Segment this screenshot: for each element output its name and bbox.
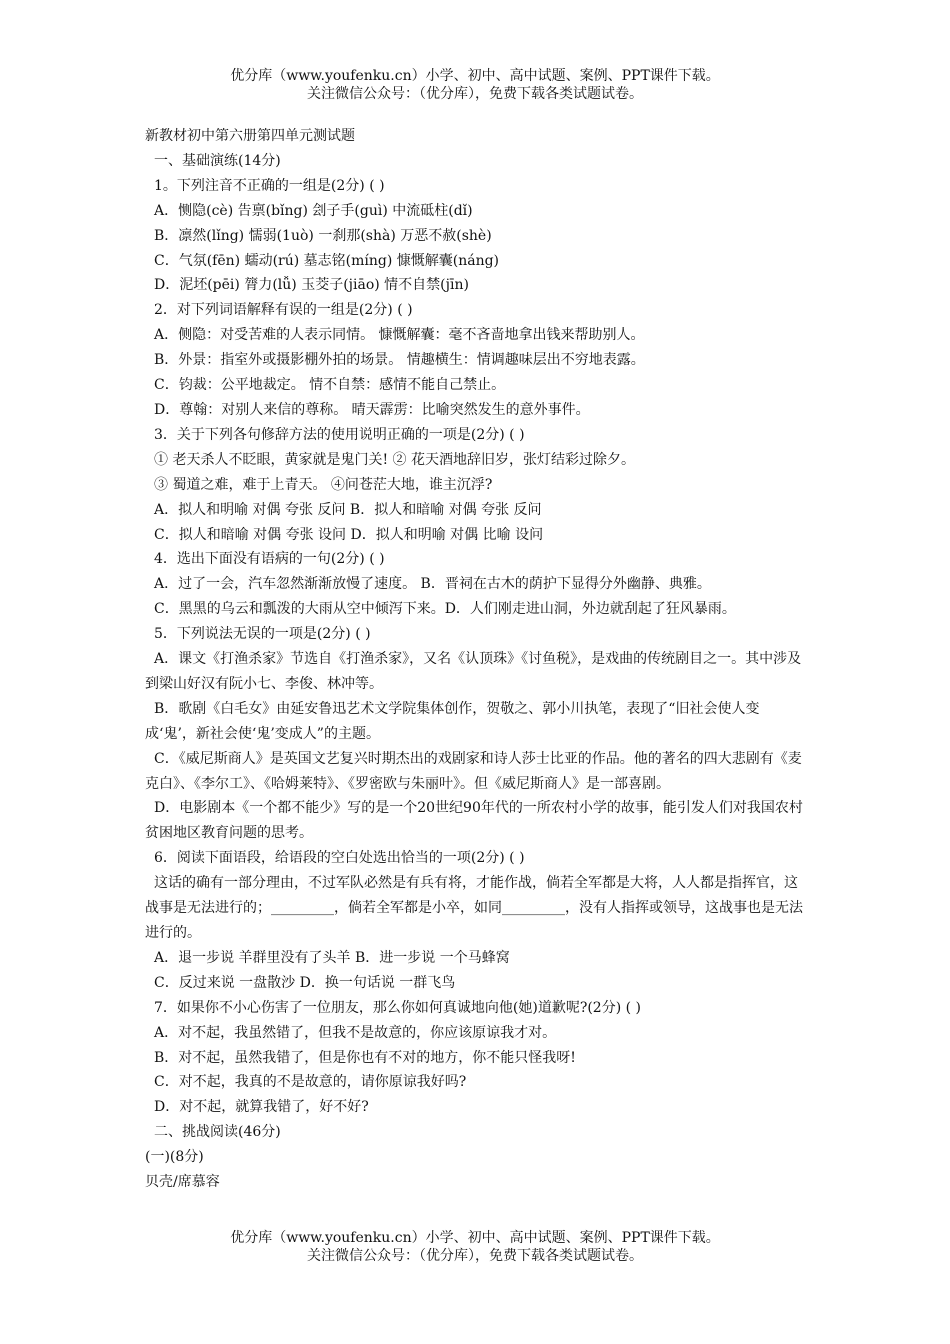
page-header: [0, 67, 950, 103]
question-2-stem: 2．对下列词语解释有误的一组是(2分) ( ): [154, 302, 413, 319]
question-5-option-c: C．《威尼斯商人》是英国文艺复兴时期杰出的戏剧家和诗人莎士比亚的作品。他的著名的四大悲剧有《麦克白》、《李尔工》、《哈姆莱特》、《罗密欧与朱丽叶》。但《威尼斯商人》是一部喜剧。: [145, 750, 802, 792]
document-title: 新教材初中第六册第四单元测试题: [145, 128, 355, 144]
question-4-options-ab: A．过了一会，汽车忽然渐渐放慢了速度。 B．晋祠在古木的荫护下显得分外幽静、典雅。: [154, 576, 711, 593]
question-6-passage: 这话的确有一部分理由，不过军队必然是有兵有将，才能作战，倘若全军都是大将，人人都是指挥官，这战事是无法进行的；_________，倘若全军都是小卒，如同_________，没有人指挥或领导，这战事也是无法进行的。: [145, 875, 803, 941]
document-body: [145, 124, 810, 1195]
question-2-option-b: B．外景：指室外或摄影棚外拍的场景。 情趣横生：情调趣味层出不穷地表露。: [154, 352, 645, 369]
question-3-stem: 3．关于下列各句修辞方法的使用说明正确的一项是(2分) ( ): [154, 426, 525, 443]
question-3-options-ab: A．拟人和明喻 对偶 夸张 反问 B．拟人和暗喻 对偶 夸张 反问: [154, 501, 542, 518]
question-1-option-b: B．凛然(lǐng) 懦弱(1uò) 一刹那(shà) 万恶不赦(shè): [154, 227, 492, 244]
question-7-option-c: C．对不起，我真的不是故意的，请你原谅我好吗?: [154, 1074, 467, 1091]
question-2-option-a: A．侧隐：对受苦难的人表示同情。 慷慨解囊：毫不吝啬地拿出钱来帮助别人。: [154, 327, 645, 344]
question-7-option-d: D．对不起，就算我错了，好不好?: [154, 1099, 369, 1116]
question-7-stem: 7．如果你不小心伤害了一位朋友，那么你如何真诚地向他(她)道歉呢?(2分) ( ): [154, 999, 641, 1016]
footer-line-1: 优分库（www.youfenku.cn）小学、初中、高中试题、案例、PPT课件下载。: [230, 1230, 720, 1246]
question-3-sentences-1: ① 老天杀人不眨眼，黄家就是鬼门关! ② 花天酒地辞旧岁，张灯结彩过除夕。: [154, 451, 635, 468]
question-1-option-a: A．恻隐(cè) 告禀(bǐng) 刽子手(guì) 中流砥柱(dǐ): [154, 202, 473, 219]
question-6-stem: 6．阅读下面语段，给语段的空白处选出恰当的一项(2分) ( ): [154, 850, 525, 867]
question-3-sentences-2: ③ 蜀道之难，难于上青天。 ④问苍茫大地，谁主沉浮?: [154, 476, 493, 493]
question-3-options-cd: C．拟人和暗喻 对偶 夸张 设问 D．拟人和明喻 对偶 比喻 设问: [154, 526, 544, 543]
question-5-option-a: A．课文《打渔杀家》节选自《打渔杀家》，又名《认顶珠》《讨鱼税》，是戏曲的传统剧目之一。其中涉及到梁山好汉有阮小七、李俊、林冲等。: [145, 651, 802, 692]
question-2-option-c: C．钧裁：公平地裁定。 情不自禁：感情不能自己禁止。: [154, 377, 506, 394]
reading-part-1: (一)(8分): [145, 1149, 204, 1166]
header-line-1: 优分库（www.youfenku.cn）小学、初中、高中试题、案例、PPT课件下载。: [230, 68, 720, 84]
question-5-option-b: B．歌剧《白毛女》由延安鲁迅艺术文学院集体创作，贺敬之、郭小川执笔，表现了“旧社会使人变成‘鬼’，新社会使‘鬼’变成人”的主题。: [145, 700, 760, 742]
question-7-option-b: B．对不起，虽然我错了，但是你也有不对的地方，你不能只怪我呀!: [154, 1049, 576, 1066]
article-title: 贝壳/席慕容: [145, 1174, 220, 1191]
question-1-option-d: D．泥坯(pēi) 膂力(lǚ) 玉茭子(jiāo) 情不自禁(jīn): [154, 277, 469, 294]
question-6-options-ab: A．退一步说 羊群里没有了头羊 B．进一步说 一个马蜂窝: [154, 949, 510, 966]
section-heading-1: 一、基础演练(14分): [154, 152, 281, 169]
question-1-stem: 1。下列注音不正确的一组是(2分) ( ): [154, 177, 385, 194]
question-7-option-a: A．对不起，我虽然错了，但我不是故意的，你应该原谅我才对。: [154, 1024, 557, 1041]
question-4-stem: 4．选出下面没有语病的一句(2分) ( ): [154, 551, 385, 568]
question-6-options-cd: C．反过来说 一盘散沙 D．换一句话说 一群飞鸟: [154, 974, 456, 991]
section-heading-2: 二、挑战阅读(46分): [154, 1124, 281, 1141]
question-5-stem: 5．下列说法无误的一项是(2分) ( ): [154, 626, 371, 643]
question-5-option-d: D．电影剧本《一个都不能少》写的是一个20世纪90年代的一所农村小学的故事，能引发人们对我国农村贫困地区教育问题的思考。: [145, 800, 803, 842]
question-2-option-d: D．尊翰：对别人来信的尊称。 晴天霹雳：比喻突然发生的意外事件。: [154, 401, 590, 418]
header-line-2: 关注微信公众号：（优分库），免费下载各类试题试卷。: [307, 86, 643, 102]
question-4-options-cd: C．黑黑的乌云和瓢泼的大雨从空中倾泻下来。D．人们刚走进山洞，外边就刮起了狂风暴雨。: [154, 601, 736, 618]
page-footer: [0, 1229, 950, 1265]
question-1-option-c: C．气氛(fēn) 蠕动(rú) 墓志铭(míng) 慷慨解囊(náng): [154, 252, 500, 269]
footer-line-2: 关注微信公众号：（优分库），免费下载各类试题试卷。: [307, 1248, 643, 1264]
